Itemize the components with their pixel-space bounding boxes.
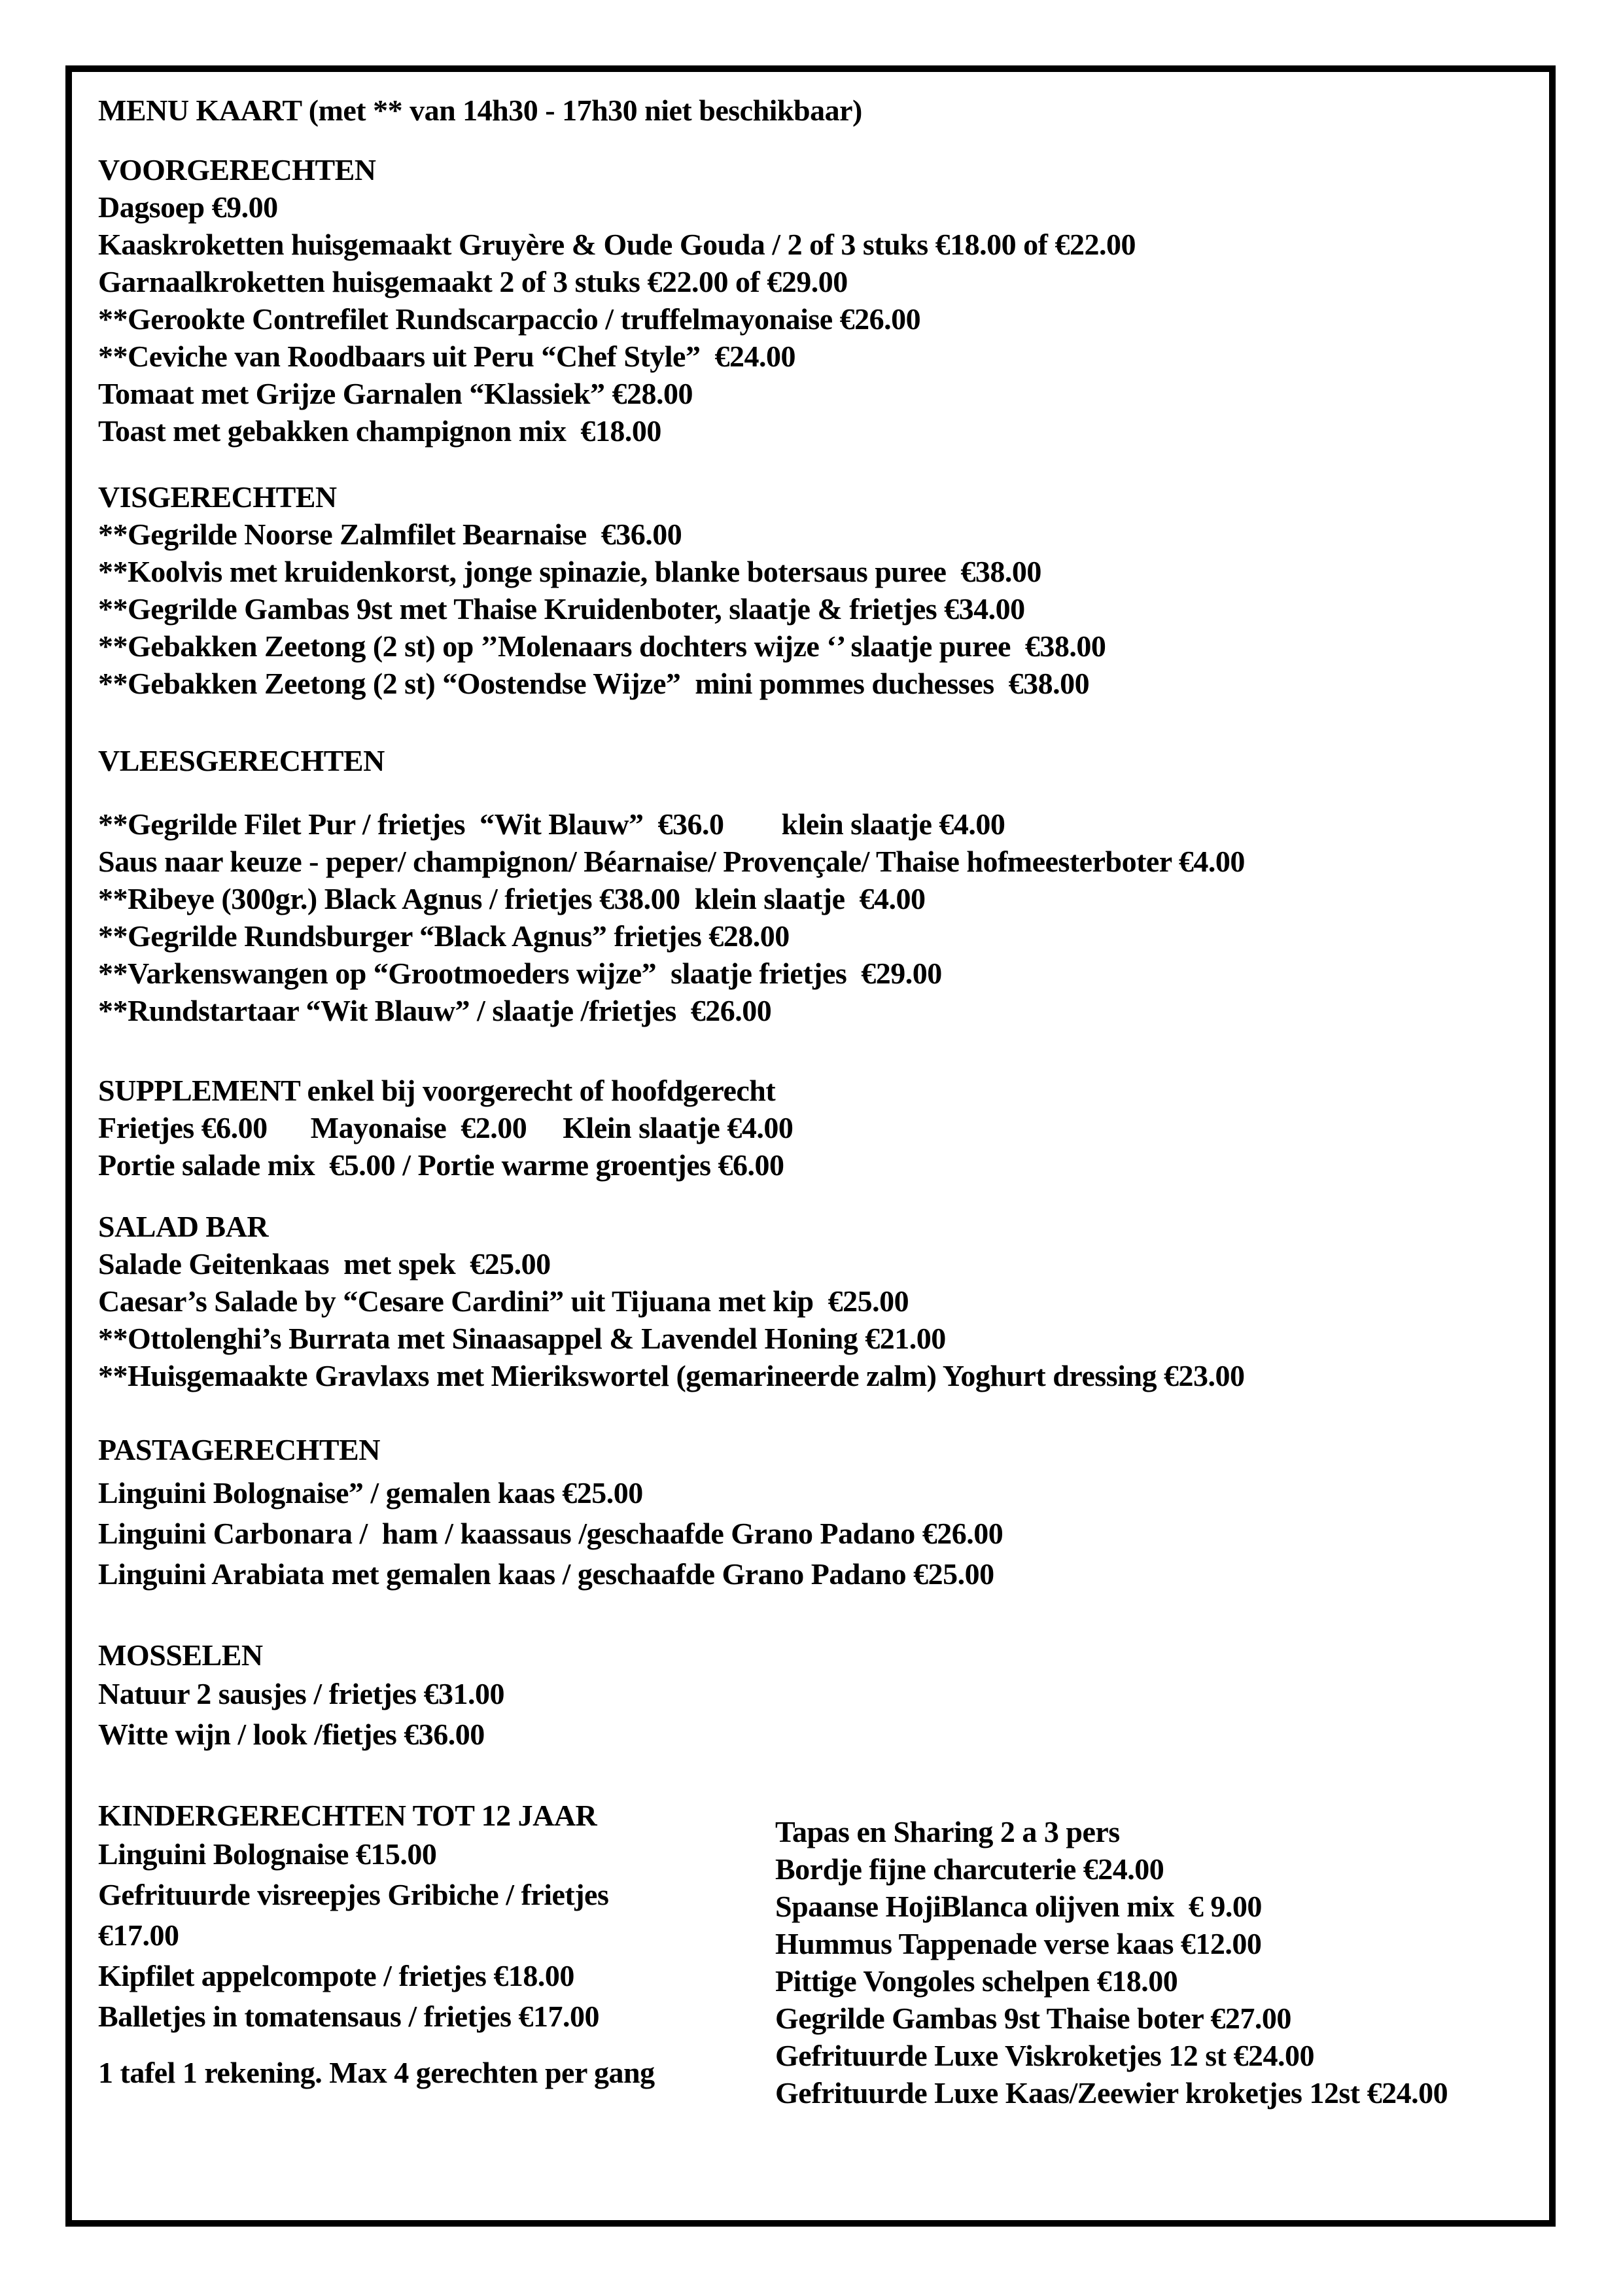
section-heading: VISGERECHTEN — [98, 480, 337, 514]
menu-item: Portie salade mix €5.00 / Portie warme groentjes €6.00 — [98, 1148, 784, 1182]
section-tapas — [775, 1797, 1523, 2111]
menu-item: **Rundstartaar “Wit Blauw” / slaatje /frietjes €26.00 — [98, 994, 772, 1027]
menu-item: **Huisgemaakte Gravlaxs met Mierikswortel (gemarineerde zalm) Yoghurt dressing €23.00 — [98, 1359, 1245, 1392]
menu-item: Toast met gebakken champignon mix €18.00 — [98, 414, 661, 448]
menu-item: Dagsoep €9.00 — [98, 190, 278, 224]
menu-item: Saus naar keuze - peper/ champignon/ Béarnaise/ Provençale/ Thaise hofmeesterboter €4.00 — [98, 845, 1245, 878]
menu-item: Balletjes in tomatensaus / frietjes €17.00 — [98, 2000, 599, 2033]
menu-item: **Ottolenghi’s Burrata met Sinaasappel & Lavendel Honing €21.00 — [98, 1322, 946, 1355]
section-vleesgerechten — [98, 742, 1523, 1029]
menu-item: Kaaskroketten huisgemaakt Gruyère & Oude Gouda / 2 of 3 stuks €18.00 of €22.00 — [98, 228, 1136, 261]
menu-title: MENU KAART (met ** van 14h30 - 17h30 niet beschikbaar) — [98, 94, 862, 127]
section-supplement — [98, 1072, 1523, 1184]
menu-item: Kipfilet appelcompote / frietjes €18.00 — [98, 1959, 574, 1992]
section-voorgerechten — [98, 151, 1523, 450]
section-mosselen — [98, 1636, 1523, 1755]
menu-item: **Gebakken Zeetong (2 st) op ’’Molenaars dochters wijze ‘’ slaatje puree €38.00 — [98, 629, 1106, 663]
section-kindergerechten — [98, 1797, 775, 2091]
menu-item: Witte wijn / look /fietjes €36.00 — [98, 1718, 485, 1751]
menu-item: Caesar’s Salade by “Cesare Cardini” uit Tijuana met kip €25.00 — [98, 1284, 909, 1318]
menu-item: Gefrituurde Luxe Kaas/Zeewier kroketjes 12st €24.00 — [775, 2076, 1448, 2110]
section-visgerechten — [98, 478, 1523, 702]
section-heading: PASTAGERECHTEN — [98, 1433, 380, 1466]
menu-border-frame — [65, 65, 1556, 2227]
menu-item: Gegrilde Gambas 9st Thaise boter €27.00 — [775, 2002, 1291, 2035]
menu-item: Salade Geitenkaas met spek €25.00 — [98, 1247, 551, 1280]
menu-item: **Ceviche van Roodbaars uit Peru “Chef Style” €24.00 — [98, 340, 795, 373]
menu-item: Hummus Tappenade verse kaas €12.00 — [775, 1927, 1262, 1960]
section-salad-bar — [98, 1208, 1523, 1394]
menu-item: **Gegrilde Gambas 9st met Thaise Kruidenboter, slaatje & frietjes €34.00 — [98, 592, 1025, 626]
menu-item: Pittige Vongoles schelpen €18.00 — [775, 1964, 1178, 1998]
menu-item: €17.00 — [98, 1918, 179, 1952]
menu-item: Linguini Bolognaise €15.00 — [98, 1837, 437, 1871]
menu-item: **Gerookte Contrefilet Rundscarpaccio / truffelmayonaise €26.00 — [98, 302, 921, 336]
section-heading: MOSSELEN — [98, 1638, 263, 1672]
menu-item: Gefrituurde visreepjes Gribiche / frietjes — [98, 1878, 609, 1911]
section-heading: KINDERGERECHTEN TOT 12 JAAR — [98, 1799, 597, 1832]
menu-item: Frietjes €6.00 Mayonaise €2.00 Klein slaatje €4.00 — [98, 1111, 794, 1144]
section-heading: SALAD BAR — [98, 1210, 269, 1243]
menu-item: **Gegrilde Filet Pur / frietjes “Wit Blauw” €36.0 klein slaatje €4.00 — [98, 807, 1005, 841]
menu-item: **Ribeye (300gr.) Black Agnus / frietjes €38.00 klein slaatje €4.00 — [98, 882, 926, 915]
menu-item: Gefrituurde Luxe Viskroketjes 12 st €24.00 — [775, 2039, 1315, 2072]
menu-item: Linguini Bolognaise” / gemalen kaas €25.00 — [98, 1476, 643, 1510]
menu-item: Spaanse HojiBlanca olijven mix € 9.00 — [775, 1890, 1262, 1923]
table-rule-note: 1 tafel 1 rekening. Max 4 gerechten per gang — [98, 2056, 655, 2089]
section-heading: VOORGERECHTEN — [98, 153, 376, 186]
menu-item: **Gebakken Zeetong (2 st) “Oostendse Wijze” mini pommes duchesses €38.00 — [98, 667, 1090, 700]
menu-item: **Gegrilde Noorse Zalmfilet Bearnaise €36.00 — [98, 518, 682, 551]
section-pastagerechten — [98, 1431, 1523, 1595]
menu-item: Bordje fijne charcuterie €24.00 — [775, 1852, 1164, 1886]
section-heading: VLEESGERECHTEN — [98, 744, 385, 777]
menu-item: **Gegrilde Rundsburger “Black Agnus” frietjes €28.00 — [98, 919, 790, 953]
bottom-columns — [98, 1797, 1523, 2111]
menu-item: Tomaat met Grijze Garnalen “Klassiek” €28.00 — [98, 377, 693, 410]
section-heading: SUPPLEMENT enkel bij voorgerecht of hoofdgerecht — [98, 1074, 776, 1107]
menu-item: Linguini Arabiata met gemalen kaas / geschaafde Grano Padano €25.00 — [98, 1557, 994, 1591]
section-heading: Tapas en Sharing 2 a 3 pers — [775, 1815, 1120, 1848]
menu-item: Natuur 2 sausjes / frietjes €31.00 — [98, 1677, 504, 1710]
menu-item: Linguini Carbonara / ham / kaassaus /geschaafde Grano Padano €26.00 — [98, 1517, 1003, 1550]
menu-item: **Koolvis met kruidenkorst, jonge spinazie, blanke botersaus puree €38.00 — [98, 555, 1041, 588]
menu-item: **Varkenswangen op “Grootmoeders wijze” slaatje frietjes €29.00 — [98, 957, 942, 990]
menu-item: Garnaalkroketten huisgemaakt 2 of 3 stuks €22.00 of €29.00 — [98, 265, 848, 298]
